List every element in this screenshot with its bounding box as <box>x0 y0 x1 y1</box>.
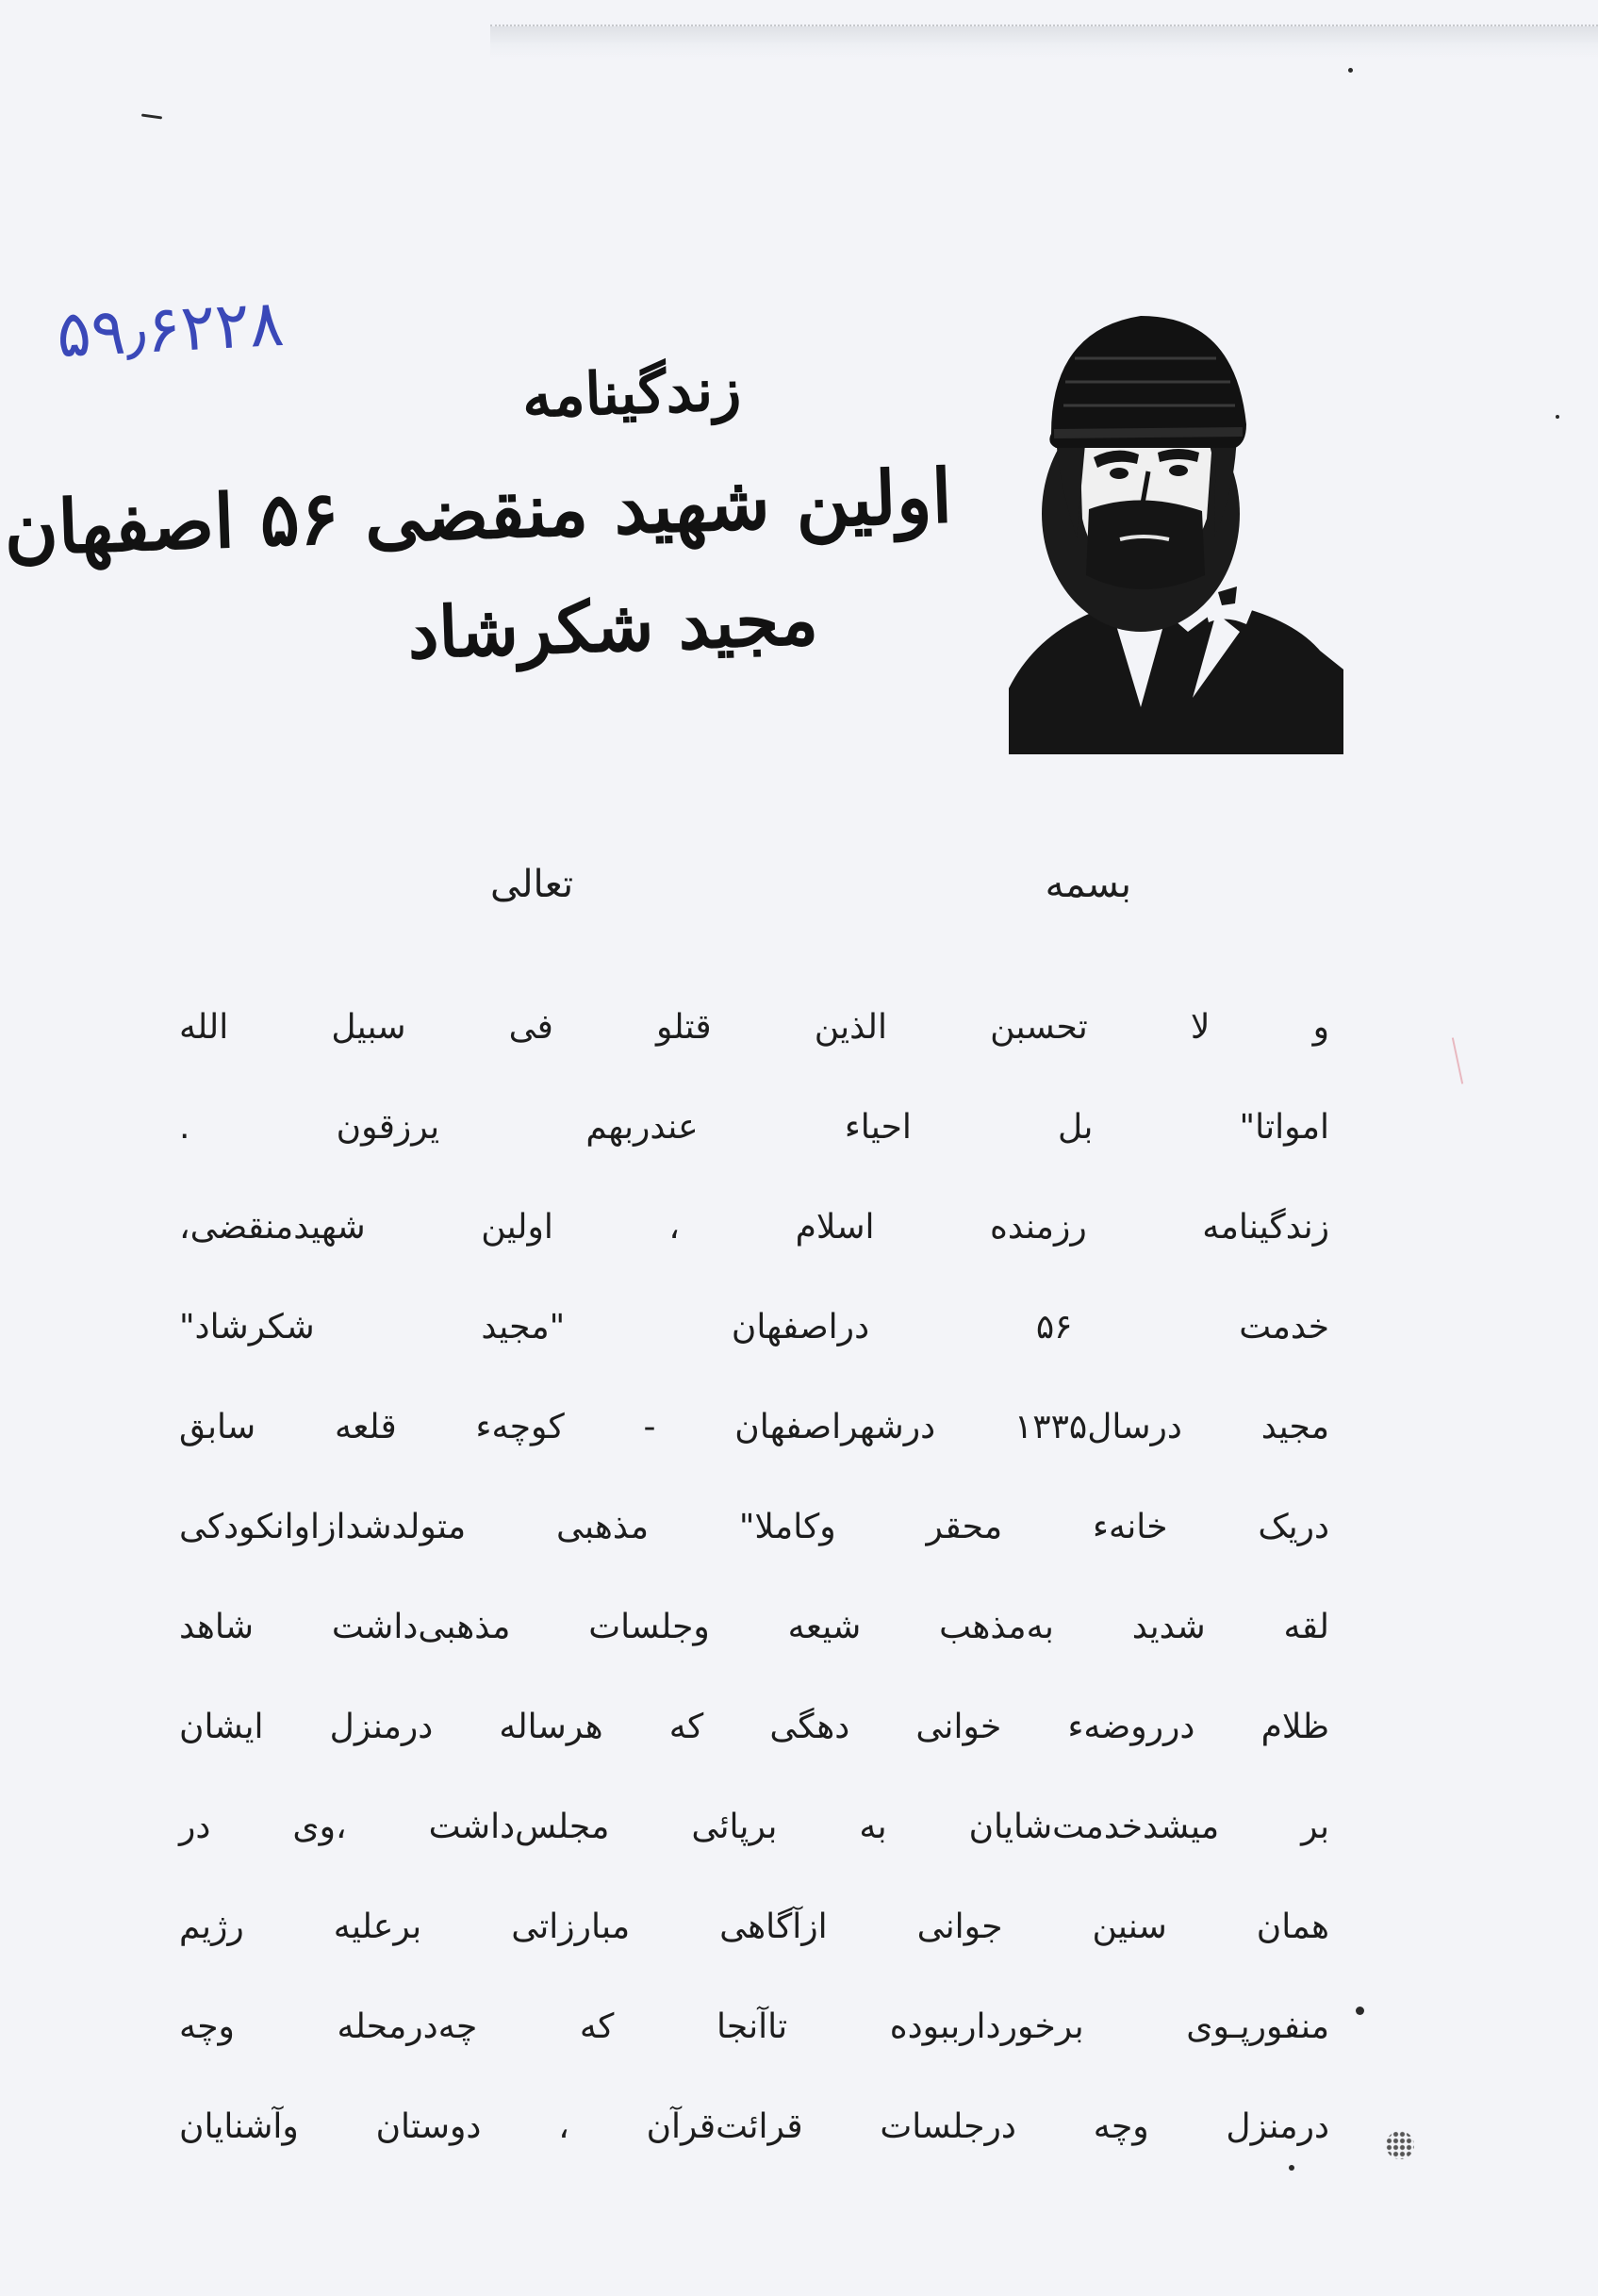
bismillah-heading: بسمه تعالی <box>490 863 1131 906</box>
title-line-1: زندگینامه <box>520 354 743 432</box>
text-line: خدمت ۵۶ دراصفهان "مجید شکرشاد" <box>179 1308 1329 1346</box>
scan-speck <box>1348 68 1353 73</box>
handwritten-archive-number: ۵۹٫۶۲۲۸ <box>55 286 287 373</box>
text-line: مجید درسال۱۳۳۵ درشهراصفهان - کوچه‌ء قلعه سابق <box>179 1408 1329 1446</box>
text-line: ظلام درروضه‌ء خوانی دهگی که هرساله درمنزل ایشان <box>179 1708 1329 1746</box>
text-line: لقه شدید به‌مذهب شیعه وجلسات مذهبی‌داشت شاهد <box>179 1608 1329 1646</box>
text-line: امواتا" بل احیاء عندربهم یرزقون . <box>179 1108 1329 1147</box>
title-line-3: مجید شکرشاد <box>405 579 820 675</box>
pink-mark <box>1452 1037 1463 1083</box>
scan-speck <box>1556 415 1559 419</box>
scan-speck <box>1356 2007 1364 2015</box>
text-line: و لا تحسبن الذین قتلو فی سبیل الله <box>179 1008 1329 1047</box>
text-line: درمنزل وچه درجلسات قرائت‌قرآن ، دوستان وآشنایان <box>179 2107 1329 2146</box>
biography-text <box>179 995 1329 2194</box>
text-line: زندگینامه رزمنده اسلام ، اولین شهیدمنقضی، <box>179 1208 1329 1247</box>
title-line-2: اولین شهید منقضی ۵۶ اصفهان <box>2 454 954 573</box>
text-line: دریک خانه‌ء محقر وکاملا" مذهبی متولدشدازاوانکودکی <box>179 1508 1329 1546</box>
text-line: منفورپ‍ـوی برخوردارببوده تاآنجا که چه‌درمحله وچه <box>179 2007 1329 2046</box>
scan-speck <box>1386 2131 1414 2159</box>
scan-top-edge <box>490 25 1598 58</box>
text-line: بر میشدخدمت‌شایان به برپائی مجلس‌داشت ،وی در <box>179 1808 1329 1846</box>
scan-speck <box>141 113 162 119</box>
title-block <box>2 354 954 675</box>
portrait-photo <box>999 292 1343 754</box>
text-line: همان سنین جوانی ازآگاهی مبارزاتی برعلیه رژیم <box>179 1908 1329 1946</box>
